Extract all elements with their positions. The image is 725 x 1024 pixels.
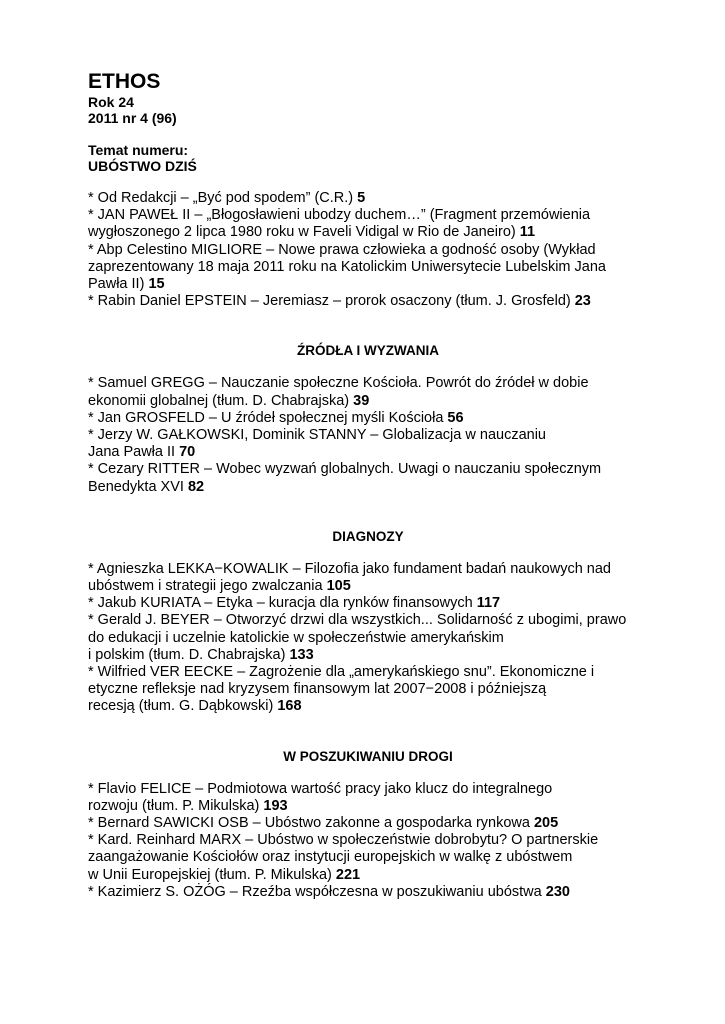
toc-entry-text: rozwoju (tłum. P. Mikulska) xyxy=(88,797,264,814)
toc-entry-text: * Bernard SAWICKI OSB – Ubóstwo zakonne a gospodarka rynkowa xyxy=(88,815,534,832)
document-page xyxy=(88,70,648,901)
toc-entry xyxy=(88,190,648,207)
page-number: 230 xyxy=(545,883,570,900)
toc-entry-text: * Gerald J. BEYER – Otworzyć drzwi dla wszystkich... Solidarność z ubogimi, prawo xyxy=(88,612,627,629)
page-number: 23 xyxy=(574,293,591,310)
page-number: 82 xyxy=(187,478,205,495)
toc-entry-text: * Agnieszka LEKKA−KOWALIK – Filozofia jako fundament badań naukowych nad xyxy=(88,560,611,577)
page-number: 221 xyxy=(335,866,361,883)
toc-entry-text: zaangażowanie Kościołów oraz instytucji europejskich w walkę z ubóstwem xyxy=(88,849,573,866)
toc-entry-text: wygłoszonego 2 lipca 1980 roku w Faveli Vidigal w Rio de Janeiro) xyxy=(88,224,520,241)
toc-entry xyxy=(88,461,648,495)
toc-entry-text: do edukacji i uczelnie katolickie w społeczeństwie amerykańskim xyxy=(88,629,504,646)
toc-entry-text: zaprezentowany 18 maja 2011 roku na Katolickim Uniwersytecie Lubelskim Jana xyxy=(88,258,606,275)
toc-entry xyxy=(88,293,648,310)
section-entries-zrodla xyxy=(88,375,648,495)
toc-entry-text: * Cezary RITTER – Wobec wyzwań globalnych. Uwagi o nauczaniu społecznym xyxy=(88,461,602,478)
toc-entry-text: * Kard. Reinhard MARX – Ubóstwo w społeczeństwie dobrobytu? O partnerskie xyxy=(88,832,599,849)
toc-entry-text: ekonomii globalnej (tłum. D. Chabrajska) xyxy=(88,392,354,409)
toc-entry-text: ubóstwem i strategii jego zwalczania xyxy=(88,578,327,595)
toc-entry-text: w Unii Europejskiej (tłum. P. Mikulska) xyxy=(88,866,336,883)
section-heading-w-poszukiwaniu: W POSZUKIWANIU DROGI xyxy=(283,748,453,764)
page-number: 193 xyxy=(263,797,288,814)
toc-entry xyxy=(88,410,648,427)
page-number: 168 xyxy=(277,698,302,715)
toc-entry-text: * Jan GROSFELD – U źródeł społecznej myśli Kościoła xyxy=(88,409,448,426)
page-number: 133 xyxy=(289,646,314,663)
section-entries-w-poszukiwaniu xyxy=(88,781,648,901)
page-number: 11 xyxy=(519,224,536,241)
toc-entry-text: * Flavio FELICE – Podmiotowa wartość pracy jako klucz do integralnego xyxy=(88,780,553,797)
toc-entry-text: Jana Pawła II xyxy=(88,444,180,461)
topic-label: Temat numeru: xyxy=(88,142,189,158)
toc-entry-text: etyczne refleksje nad kryzysem finansowym lat 2007−2008 i późniejszą xyxy=(88,681,547,698)
intro-entries xyxy=(88,190,648,310)
year-line: Rok 24 xyxy=(88,94,134,110)
toc-entry-text: * JAN PAWEŁ II – „Błogosławieni ubodzy duchem…” (Fragment przemówienia xyxy=(88,207,591,224)
toc-entry-text: * Jakub KURIATA – Etyka – kuracja dla rynków finansowych xyxy=(88,595,477,612)
toc-entry xyxy=(88,832,648,884)
journal-title: ETHOS xyxy=(88,70,161,93)
page-number: 105 xyxy=(326,578,351,595)
toc-entry-text: Benedykta XVI xyxy=(88,478,188,495)
toc-entry xyxy=(88,375,648,409)
page-number: 39 xyxy=(353,392,370,409)
section-heading-zrodla: ŹRÓDŁA I WYZWANIA xyxy=(297,343,439,359)
page-number: 205 xyxy=(533,815,559,832)
toc-entry xyxy=(88,427,648,461)
toc-entry-text: * Kazimierz S. OŻÓG – Rzeźba współczesna w poszukiwaniu ubóstwa xyxy=(88,883,546,900)
toc-entry xyxy=(88,595,648,612)
toc-entry-text: * Od Redakcji – „Być pod spodem” (C.R.) xyxy=(88,190,358,206)
toc-entry-text: Pawła II) xyxy=(88,276,149,293)
issue-line: 2011 nr 4 (96) xyxy=(88,110,177,126)
section-entries-diagnozy xyxy=(88,561,648,716)
toc-entry-text: * Wilfried VER EECKE – Zagrożenie dla „amerykańskiego snu”. Ekonomiczne i xyxy=(88,664,595,681)
page-number: 5 xyxy=(357,190,366,206)
page-number: 15 xyxy=(148,276,165,293)
toc-entry-text: * Jerzy W. GAŁKOWSKI, Dominik STANNY – Globalizacja w nauczaniu xyxy=(88,427,546,444)
toc-entry-text: i polskim (tłum. D. Chabrajska) xyxy=(88,646,290,663)
toc-entry-text: * Samuel GREGG – Nauczanie społeczne Kościoła. Powrót do źródeł w dobie xyxy=(88,375,589,392)
toc-entry xyxy=(88,815,648,832)
page-number: 56 xyxy=(447,409,464,426)
page-number: 70 xyxy=(179,444,196,461)
toc-entry xyxy=(88,612,648,664)
toc-entry xyxy=(88,884,648,901)
toc-entry xyxy=(88,242,648,294)
topic-block xyxy=(88,142,648,174)
toc-entry xyxy=(88,561,648,595)
toc-entry-text: * Rabin Daniel EPSTEIN – Jeremiasz – prorok osaczony (tłum. J. Grosfeld) xyxy=(88,293,575,310)
toc-entry-text: * Abp Celestino MIGLIORE – Nowe prawa człowieka a godność osoby (Wykład xyxy=(88,241,596,258)
toc-entry xyxy=(88,207,648,241)
topic-title: UBÓSTWO DZIŚ xyxy=(88,158,197,174)
section-heading-diagnozy: DIAGNOZY xyxy=(332,528,404,544)
toc-entry-text: recesją (tłum. G. Dąbkowski) xyxy=(88,698,278,715)
toc-entry xyxy=(88,664,648,716)
page-number: 117 xyxy=(476,595,501,612)
toc-entry xyxy=(88,781,648,815)
